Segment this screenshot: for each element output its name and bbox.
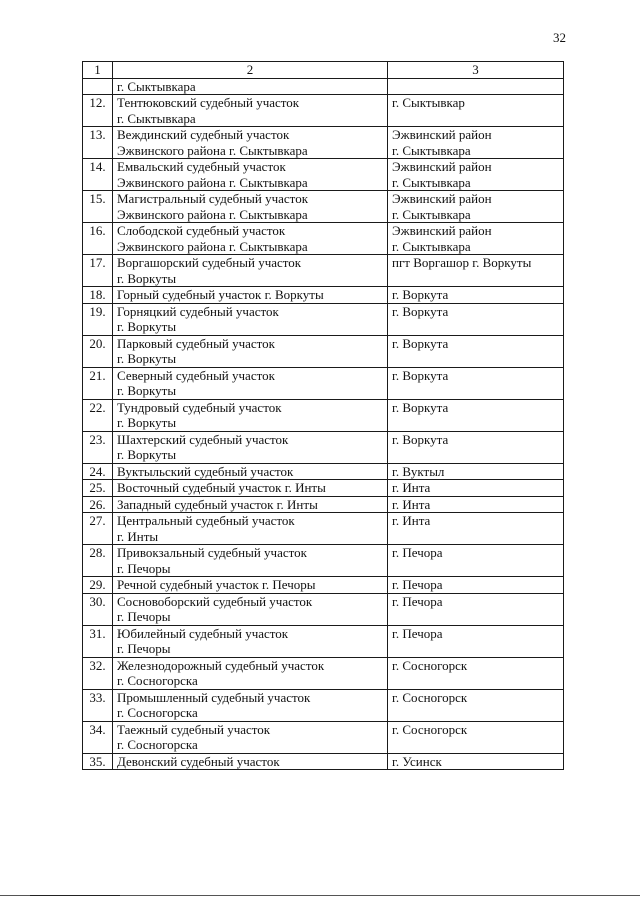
row-number: 33. <box>83 689 113 721</box>
court-district-location: г. Печора <box>388 545 564 577</box>
table-row <box>83 593 564 625</box>
table-row <box>83 577 564 594</box>
table-row <box>83 127 564 159</box>
footer-rule <box>0 895 640 896</box>
table-row <box>83 287 564 304</box>
court-district-location: г. Печора <box>388 593 564 625</box>
court-district-location: Эжвинский район г. Сыктывкара <box>388 127 564 159</box>
row-number: 21. <box>83 367 113 399</box>
table-row <box>83 496 564 513</box>
court-district-location: г. Усинск <box>388 753 564 770</box>
column-header-name: 2 <box>113 62 388 79</box>
table-row <box>83 303 564 335</box>
court-district-name: Привокзальный судебный участок г. Печоры <box>113 545 388 577</box>
row-number: 23. <box>83 431 113 463</box>
court-district-location: г. Воркута <box>388 399 564 431</box>
row-number: 20. <box>83 335 113 367</box>
row-number: 19. <box>83 303 113 335</box>
row-number: 22. <box>83 399 113 431</box>
court-districts-table <box>82 61 564 770</box>
court-district-name: Центральный судебный участок г. Инты <box>113 513 388 545</box>
row-number: 28. <box>83 545 113 577</box>
court-district-name: Восточный судебный участок г. Инты <box>113 480 388 497</box>
court-district-location: г. Воркута <box>388 303 564 335</box>
court-district-location: г. Сыктывкар <box>388 95 564 127</box>
table-row <box>83 689 564 721</box>
court-district-name: Юбилейный судебный участок г. Печоры <box>113 625 388 657</box>
table-row <box>83 480 564 497</box>
row-number: 15. <box>83 191 113 223</box>
court-district-name: Горняцкий судебный участок г. Воркуты <box>113 303 388 335</box>
column-header-location: 3 <box>388 62 564 79</box>
table-row <box>83 513 564 545</box>
table-row <box>83 159 564 191</box>
table-row <box>83 625 564 657</box>
court-district-location: г. Инта <box>388 513 564 545</box>
court-district-name: Слободской судебный участок Эжвинского района г. Сыктывкара <box>113 223 388 255</box>
table-row <box>83 753 564 770</box>
court-district-location: г. Инта <box>388 496 564 513</box>
court-district-name: Горный судебный участок г. Воркуты <box>113 287 388 304</box>
column-header-number: 1 <box>83 62 113 79</box>
table-header-row <box>83 62 564 79</box>
court-district-location: г. Воркута <box>388 431 564 463</box>
page-number: 32 <box>553 30 566 45</box>
court-district-location: г. Сосногорск <box>388 689 564 721</box>
row-number: 24. <box>83 463 113 480</box>
court-district-name: Воргашорский судебный участок г. Воркуты <box>113 255 388 287</box>
court-district-location: Эжвинский район г. Сыктывкара <box>388 159 564 191</box>
court-district-location: г. Воркута <box>388 287 564 304</box>
row-number: 26. <box>83 496 113 513</box>
row-number: 27. <box>83 513 113 545</box>
table-row <box>83 335 564 367</box>
court-district-name: Веждинский судебный участок Эжвинского района г. Сыктывкара <box>113 127 388 159</box>
court-district-name: Вуктыльский судебный участок <box>113 463 388 480</box>
court-district-location <box>388 78 564 95</box>
court-district-name: Тундровый судебный участок г. Воркуты <box>113 399 388 431</box>
court-district-location: г. Инта <box>388 480 564 497</box>
row-number: 17. <box>83 255 113 287</box>
row-number: 29. <box>83 577 113 594</box>
court-district-location: Эжвинский район г. Сыктывкара <box>388 223 564 255</box>
table-row <box>83 95 564 127</box>
row-number: 14. <box>83 159 113 191</box>
court-district-name: Западный судебный участок г. Инты <box>113 496 388 513</box>
court-district-location: г. Воркута <box>388 335 564 367</box>
table-row <box>83 367 564 399</box>
court-district-name: Промышленный судебный участок г. Сосногорска <box>113 689 388 721</box>
court-district-name: Речной судебный участок г. Печоры <box>113 577 388 594</box>
court-district-location: г. Вуктыл <box>388 463 564 480</box>
court-district-name: Шахтерский судебный участок г. Воркуты <box>113 431 388 463</box>
row-number <box>83 78 113 95</box>
table-row <box>83 399 564 431</box>
row-number: 25. <box>83 480 113 497</box>
table-row <box>83 78 564 95</box>
court-district-name: Емвальский судебный участок Эжвинского района г. Сыктывкара <box>113 159 388 191</box>
table-row <box>83 255 564 287</box>
court-district-name: Девонский судебный участок <box>113 753 388 770</box>
row-number: 16. <box>83 223 113 255</box>
row-number: 30. <box>83 593 113 625</box>
row-number: 18. <box>83 287 113 304</box>
court-district-location: г. Печора <box>388 577 564 594</box>
row-number: 13. <box>83 127 113 159</box>
row-number: 32. <box>83 657 113 689</box>
table-row <box>83 431 564 463</box>
table-row <box>83 721 564 753</box>
row-number: 34. <box>83 721 113 753</box>
table-row <box>83 191 564 223</box>
court-district-location: пгт Воргашор г. Воркуты <box>388 255 564 287</box>
court-district-location: г. Печора <box>388 625 564 657</box>
court-district-name: Тентюковский судебный участок г. Сыктывкара <box>113 95 388 127</box>
court-district-location: г. Воркута <box>388 367 564 399</box>
row-number: 12. <box>83 95 113 127</box>
court-district-location: г. Сосногорск <box>388 721 564 753</box>
court-district-name: Железнодорожный судебный участок г. Сосногорска <box>113 657 388 689</box>
table-row <box>83 463 564 480</box>
table-row <box>83 223 564 255</box>
court-district-name: Северный судебный участок г. Воркуты <box>113 367 388 399</box>
court-district-location: г. Сосногорск <box>388 657 564 689</box>
court-district-name: Таежный судебный участок г. Сосногорска <box>113 721 388 753</box>
court-district-location: Эжвинский район г. Сыктывкара <box>388 191 564 223</box>
row-number: 31. <box>83 625 113 657</box>
court-district-name: г. Сыктывкара <box>113 78 388 95</box>
court-district-name: Парковый судебный участок г. Воркуты <box>113 335 388 367</box>
court-district-name: Магистральный судебный участок Эжвинского района г. Сыктывкара <box>113 191 388 223</box>
table-row <box>83 545 564 577</box>
court-district-name: Сосновоборский судебный участок г. Печоры <box>113 593 388 625</box>
row-number: 35. <box>83 753 113 770</box>
table-row <box>83 657 564 689</box>
